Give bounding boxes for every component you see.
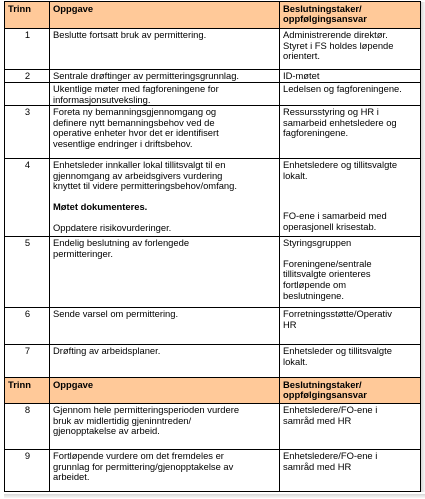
text-line: Enhetsledere/FO-ene i xyxy=(283,450,378,461)
text-line: fagforeningene. xyxy=(283,127,349,139)
responsible-cell xyxy=(280,70,421,83)
text-line: Enhetsledere og tillitsvalgte xyxy=(283,159,398,171)
text-line: Beslutte fortsatt bruk av permittering. xyxy=(53,29,207,40)
text-line: Forretningsstøtte/Operativ xyxy=(283,308,392,320)
text-line: gjennomgang av arbeidsgivers vurdering xyxy=(53,169,223,181)
text-line: beslutningene. xyxy=(283,289,344,301)
text-line: Enhetsleder innkaller lokal tillitsvalgt til en xyxy=(53,159,226,171)
step-number: 5 xyxy=(24,237,31,249)
text-line: lokalt. xyxy=(283,355,308,367)
text-line: samråd med HR xyxy=(283,414,352,426)
header-beslutningstaker: Beslutningstaker/ oppfølgingsansvar xyxy=(280,378,421,404)
step-number-cell xyxy=(5,106,50,159)
step-number-cell xyxy=(5,308,50,345)
task-cell xyxy=(50,345,280,379)
step-number: 2 xyxy=(24,70,31,81)
table-row xyxy=(5,106,421,159)
responsible-cell xyxy=(280,404,421,450)
text-line: Oppdatere risikovurderinger. xyxy=(53,221,172,233)
text-line: samarbeid enhetsledere og xyxy=(283,116,397,128)
text-line: Drøfting av arbeidsplaner. xyxy=(53,345,161,357)
step-number-cell xyxy=(5,83,50,106)
step-number-cell xyxy=(5,29,50,70)
table-row xyxy=(5,237,421,308)
header-oppgave: Oppgave xyxy=(50,2,280,29)
text-line: tillitsvalgte orienteres xyxy=(283,268,371,280)
text-line: Enhetsledere/FO-ene i xyxy=(283,404,378,415)
header-trinn: Trinn xyxy=(5,378,50,404)
table-row xyxy=(5,450,421,492)
text-line: Foreningene/sentrale xyxy=(283,257,372,269)
text-line: HR xyxy=(283,318,297,330)
text-line: Sentrale drøftinger av permitteringsgrunnlag. xyxy=(53,70,240,81)
task-cell xyxy=(50,106,280,159)
text-line: lokalt. xyxy=(283,169,308,181)
task-cell xyxy=(50,404,280,450)
step-number-cell xyxy=(5,159,50,237)
step-number: 7 xyxy=(24,345,31,357)
responsible-cell xyxy=(280,345,421,379)
text-line: Gjennom hele permitteringsperioden vurdere xyxy=(53,404,240,415)
responsible-cell xyxy=(280,83,421,106)
text-line: bruk av midlertidig gjeninntreden/ xyxy=(53,414,192,426)
step-number-cell xyxy=(5,345,50,379)
text-line: Endelig beslutning av forlengede xyxy=(53,237,190,249)
table-row xyxy=(5,29,421,70)
text-line: Foreta ny bemanningsgjennomgang og xyxy=(53,106,217,118)
task-table-1 xyxy=(4,1,421,379)
task-cell xyxy=(50,70,280,83)
responsible-cell xyxy=(280,308,421,345)
text-line: Ukentlige møter med fagforeningene for xyxy=(53,83,219,94)
task-cell xyxy=(50,159,280,237)
step-number-cell xyxy=(5,237,50,308)
text-line: gjenopptakelse av arbeid. xyxy=(53,425,160,437)
step-number: 1 xyxy=(24,29,31,40)
task-cell xyxy=(50,83,280,106)
text-line: arbeidet. xyxy=(53,471,90,483)
text-line: definere nytt bemanningsbehov ved de xyxy=(53,116,215,128)
text-line: Sende varsel om permittering. xyxy=(53,308,179,320)
text-line: Ressursstyring og HR i xyxy=(283,106,379,118)
step-number-cell xyxy=(5,450,50,492)
text-line: permitteringer. xyxy=(53,247,113,259)
text-line: FO-ene i samarbeid med xyxy=(283,210,387,222)
task-emphasis: Møtet dokumenteres. xyxy=(53,200,148,212)
responsible-cell xyxy=(280,450,421,492)
text-line: knyttet til videre permitteringsbehov/omfang. xyxy=(53,180,237,192)
text-line: ID-møtet xyxy=(283,70,320,81)
step-number-cell xyxy=(5,70,50,83)
step-number: 8 xyxy=(24,404,31,415)
text-line: orientert. xyxy=(283,50,320,62)
task-cell xyxy=(50,450,280,492)
header-oppgave: Oppgave xyxy=(50,378,280,404)
responsible-cell xyxy=(280,237,421,308)
responsible-cell xyxy=(280,29,421,70)
step-number: 3 xyxy=(24,106,31,118)
table-row xyxy=(5,83,421,106)
step-number xyxy=(5,83,49,84)
step-number-cell xyxy=(5,404,50,450)
task-cell xyxy=(50,237,280,308)
page-shadow-right xyxy=(421,2,425,492)
header-trinn: Trinn xyxy=(5,2,50,29)
table-header xyxy=(5,2,421,29)
text-line: Administrerende direktør. xyxy=(283,29,388,40)
step-number: 4 xyxy=(24,159,31,171)
text-line: fortløpende om xyxy=(283,278,347,290)
text-line: samråd med HR xyxy=(283,460,352,472)
task-table-2 xyxy=(4,377,421,492)
table-row xyxy=(5,159,421,237)
header-beslutningstaker: Beslutningstaker/ oppfølgingsansvar xyxy=(280,2,421,29)
table-row xyxy=(5,345,421,379)
table-row xyxy=(5,404,421,450)
step-number: 9 xyxy=(24,450,31,461)
table-header xyxy=(5,378,421,404)
task-cell xyxy=(50,308,280,345)
text-line: Styringsgruppen xyxy=(283,237,352,249)
text-line: Enhetsleder og tillitsvalgte xyxy=(283,345,392,357)
text-line: Fortløpende vurdere om det fremdeles er xyxy=(53,450,224,461)
responsible-cell xyxy=(280,106,421,159)
responsible-cell xyxy=(280,159,421,237)
text-line: Ledelsen og fagforeningene. xyxy=(283,83,402,94)
text-line: operative enheter hvor det er identifisert xyxy=(53,127,219,139)
text-line: informasjonsutveksling. xyxy=(53,93,151,105)
task-cell xyxy=(50,29,280,70)
text-line: vesentlige endringer i driftsbehov. xyxy=(53,137,193,149)
text-line: operasjonell krisestab. xyxy=(283,220,377,232)
page-shadow-bottom xyxy=(4,494,425,498)
table-row xyxy=(5,70,421,83)
text-line: grunnlag for permittering/gjenopptakelse av xyxy=(53,460,234,472)
table-row xyxy=(5,308,421,345)
text-line: Styret i FS holdes løpende xyxy=(283,39,394,51)
step-number: 6 xyxy=(24,308,31,320)
